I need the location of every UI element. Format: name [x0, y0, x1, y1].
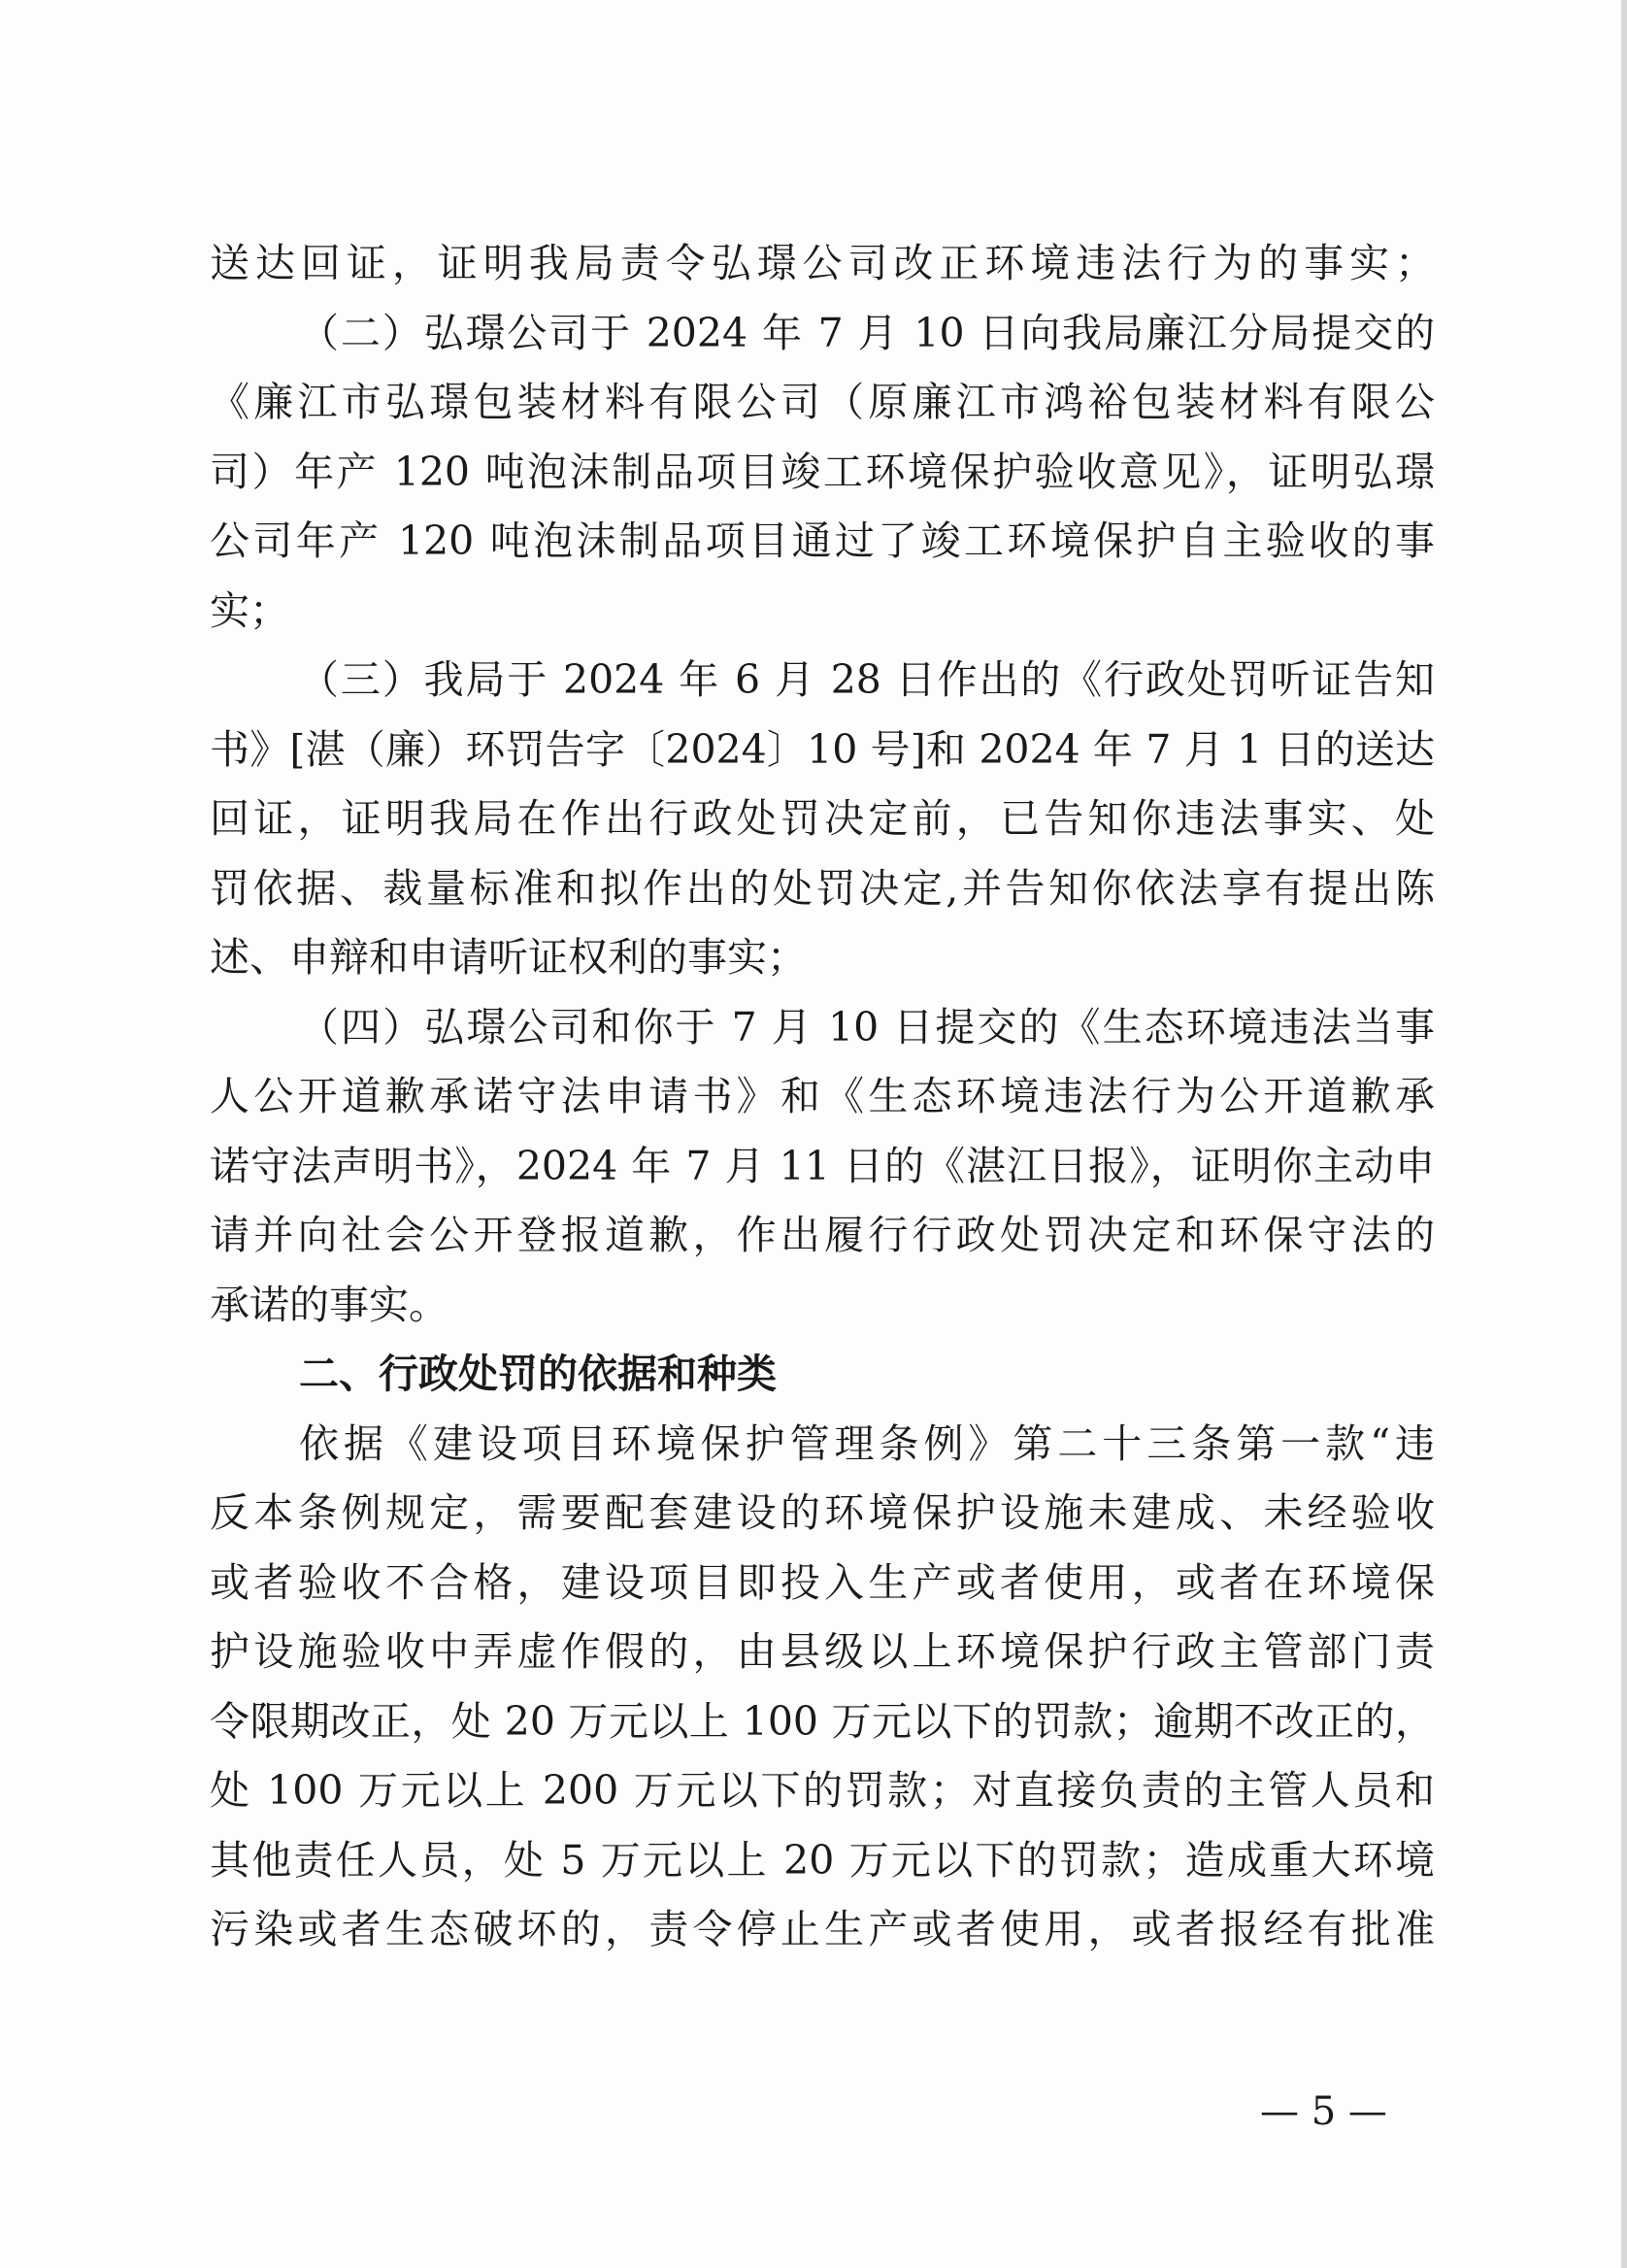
text-line: 公司年产 120 吨泡沫制品项目通过了竣工环境保护自主验收的事	[210, 517, 1435, 564]
page-number: — 5 —	[1260, 2089, 1387, 2134]
text-line: 罚依据、裁量标准和拟作出的处罚决定,并告知你依法享有提出陈	[210, 864, 1435, 912]
text-line: 述、申辩和申请听证权利的事实；	[210, 934, 807, 981]
text-line: 承诺的事实。	[210, 1281, 448, 1328]
document-body	[210, 229, 1435, 1965]
text-line: 送达回证，证明我局责令弘璟公司改正环境违法行为的事实；	[210, 240, 1435, 286]
text-line: 书》[湛（廉）环罚告字〔2024〕10 号]和 2024 年 7 月 1 日的送达	[210, 725, 1435, 773]
paragraph-four-start: （四）弘璟公司和你于 7 月 10 日提交的《生态环境违法当事	[299, 1003, 1435, 1051]
text-line: 请并向社会公开登报道歉，作出履行行政处罚决定和环保守法的	[210, 1212, 1435, 1258]
text-line: 人公开道歉承诺守法申请书》和《生态环境违法行为公开道歉承	[210, 1073, 1435, 1119]
text-line: 诺守法声明书》，2024 年 7 月 11 日的《湛江日报》，证明你主动申	[210, 1142, 1435, 1189]
section-heading: 二、行政处罚的依据和种类	[299, 1351, 777, 1397]
scan-edge	[1621, 0, 1627, 2268]
paragraph-three-start: （三）我局于 2024 年 6 月 28 日作出的《行政处罚听证告知	[299, 656, 1435, 703]
text-line: 护设施验收中弄虚作假的，由县级以上环境保护行政主管部门责	[210, 1628, 1435, 1675]
text-line: 《廉江市弘璟包装材料有限公司（原廉江市鸿裕包装材料有限公	[210, 379, 1435, 425]
text-line: 令限期改正，处 20 万元以上 100 万元以下的罚款；逾期不改正的，	[210, 1697, 1435, 1745]
text-line: 污染或者生态破坏的，责令停止生产或者使用，或者报经有批准	[210, 1906, 1435, 1952]
paragraph-two-start: （二）弘璟公司于 2024 年 7 月 10 日向我局廉江分局提交的	[299, 309, 1435, 356]
paragraph-basis-start: 依据《建设项目环境保护管理条例》第二十三条第一款“违	[299, 1419, 1435, 1467]
text-line: 回证，证明我局在作出行政处罚决定前，已告知你违法事实、处	[210, 795, 1435, 842]
text-line: 其他责任人员，处 5 万元以上 20 万元以下的罚款；造成重大环境	[210, 1836, 1435, 1884]
text-line: 反本条例规定，需要配套建设的环境保护设施未建成、未经验收	[210, 1489, 1435, 1536]
text-line: 处 100 万元以上 200 万元以下的罚款；对直接负责的主管人员和	[210, 1767, 1435, 1814]
text-line: 司）年产 120 吨泡沫制品项目竣工环境保护验收意见》，证明弘璟	[210, 448, 1435, 495]
text-line: 实；	[210, 586, 289, 634]
text-line: 或者验收不合格，建设项目即投入生产或者使用，或者在环境保	[210, 1558, 1435, 1606]
